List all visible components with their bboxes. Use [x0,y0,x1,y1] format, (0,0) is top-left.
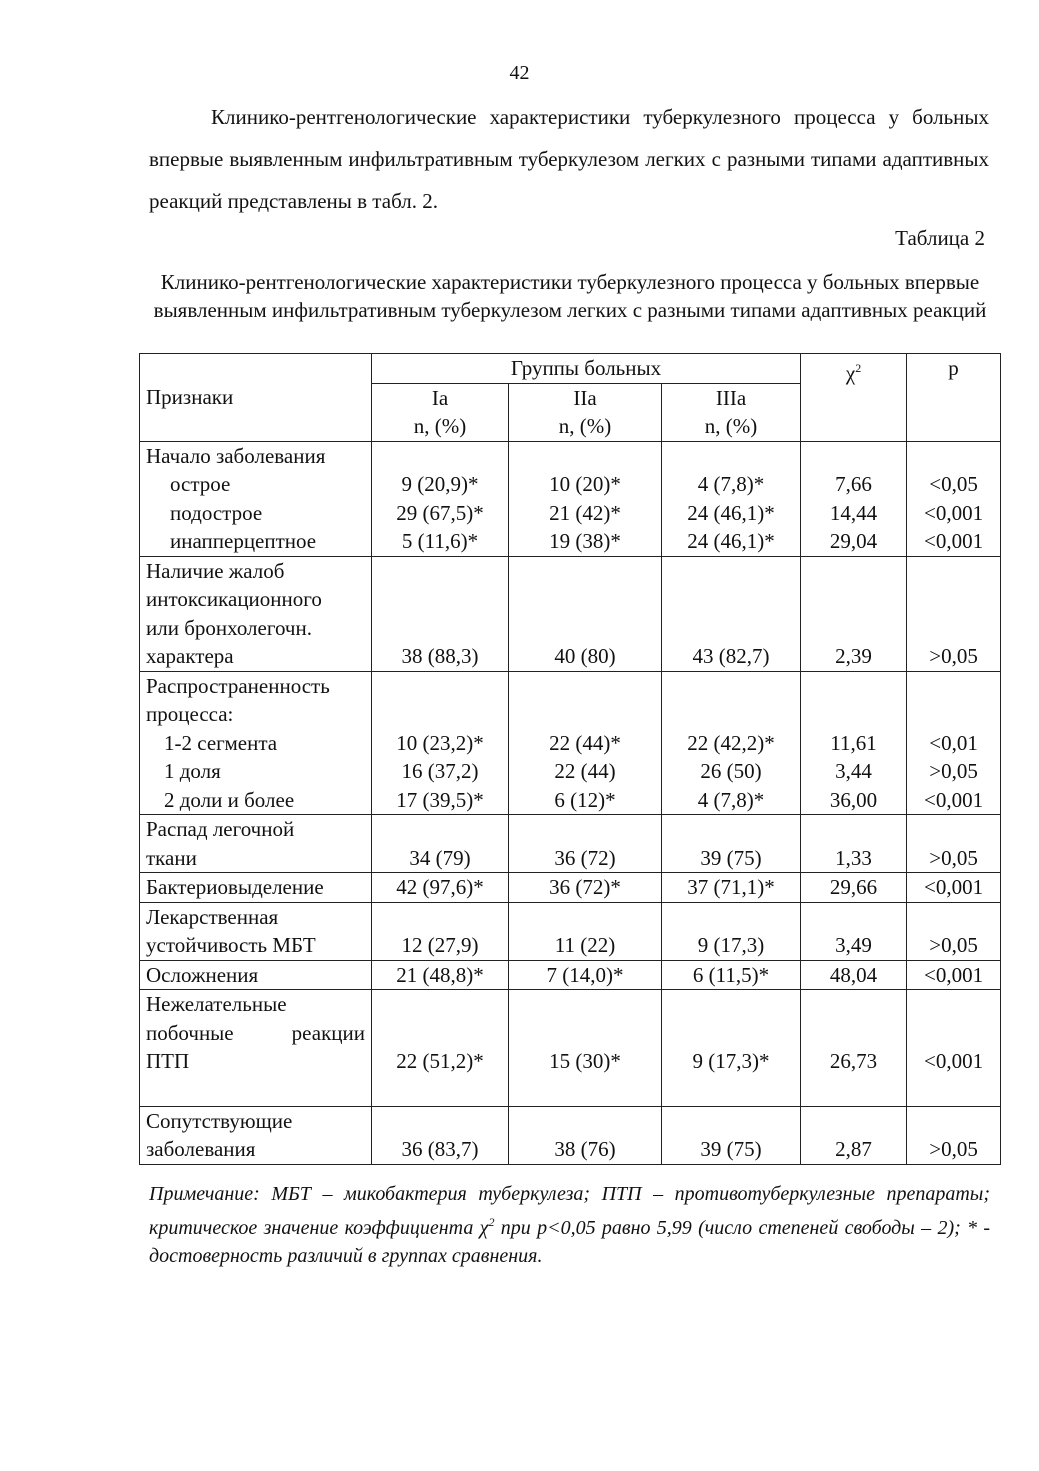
row-label [140,1106,372,1164]
cell-g2: 36 (72)* [509,873,662,903]
cell-value: 22 (42,2)* [687,730,775,755]
row-label-line: интоксикационного [146,587,322,611]
cell-chi: 2,39 [801,556,907,671]
cell-g3: 9 (17,3) [662,902,801,960]
cell-value: 6 (12)* [554,787,616,812]
row-label-line: подострое [170,500,263,525]
cell-g1: 42 (97,6)* [372,873,509,903]
row-label [140,815,372,873]
cell-value: <0,01 [929,730,978,755]
cell-value: 10 (23,2)* [396,730,484,755]
cell-p: <0,001 [907,960,1001,990]
cell-chi: 1,33 [801,815,907,873]
cell-value: 19 (38)* [549,529,621,553]
cell-value: 5 (11,6)* [401,529,479,553]
cell-chi: 2,87 [801,1106,907,1164]
header-group-2 [509,383,662,441]
row-label-line: Распространенность [146,673,330,698]
row-label-line: ткани [146,845,197,870]
cell-chi [801,671,907,815]
cell-g1 [372,441,509,556]
cell-p [907,671,1001,815]
header-row-groups [140,354,1001,384]
row-label-line: Бактериовыделение [146,875,324,899]
cell-g1 [372,671,509,815]
note-chi-symbol: χ [479,1217,489,1239]
row-label-line: Сопутствующие [146,1108,293,1133]
group-1-unit: n, (%) [413,414,467,438]
row-label-line: ПТП [146,1049,190,1073]
cell-g2 [509,671,662,815]
cell-g1: 34 (79) [372,815,509,873]
table-label: Таблица 2 [895,226,985,250]
cell-p: >0,05 [907,1106,1001,1164]
cell-p: >0,05 [907,815,1001,873]
cell-g2: 15 (30)* [509,990,662,1107]
row-label-line: 1-2 сегмента [164,730,278,755]
table-row-decay [140,815,1001,873]
cell-g3 [662,441,801,556]
cell-value: <0,001 [923,529,984,553]
cell-value: 29,04 [829,529,878,553]
cell-value: <0,001 [923,787,984,812]
cell-value: 16 (37,2) [401,759,479,783]
row-label-line: Нежелательные [146,992,287,1016]
header-chi-power: 2 [855,361,862,375]
row-label-line: 2 доли и более [164,787,295,812]
row-label [140,960,372,990]
note-text-2: при р<0,05 равно 5,99 (число степеней свободы – 2); * - достоверность различий в группах сравнения. [149,1217,991,1267]
cell-g3: 37 (71,1)* [662,873,801,903]
cell-g3: 39 (75) [662,815,801,873]
cell-p: >0,05 [907,556,1001,671]
cell-g3 [662,671,801,815]
cell-g3: 6 (11,5)* [662,960,801,990]
cell-chi: 48,04 [801,960,907,990]
row-label-line: Лекарственная [146,904,279,929]
row-label [140,990,372,1107]
cell-g3: 39 (75) [662,1106,801,1164]
cell-g1: 22 (51,2)* [372,990,509,1107]
cell-p [907,441,1001,556]
cell-g2: 40 (80) [509,556,662,671]
cell-value: >0,05 [929,759,978,783]
row-label-line: острое [170,472,231,496]
cell-value: 24 (46,1)* [687,529,775,553]
cell-value: 21 (42)* [549,500,621,525]
results-table [139,353,1001,1165]
group-2-label: IIa [573,385,597,410]
row-label [140,873,372,903]
cell-p: <0,001 [907,990,1001,1107]
cell-g2: 36 (72) [509,815,662,873]
cell-value: 4 (7,8)* [697,787,765,812]
row-label [140,441,372,556]
table-row-complications [140,960,1001,990]
cell-value: <0,05 [929,472,978,496]
cell-chi [801,441,907,556]
cell-g3: 43 (82,7) [662,556,801,671]
header-feature [140,354,372,442]
table-note [149,1180,990,1270]
cell-value: 17 (39,5)* [396,787,484,812]
cell-g1: 21 (48,8)* [372,960,509,990]
group-3-unit: n, (%) [704,414,758,438]
cell-value: 11,61 [830,730,877,755]
cell-g1: 38 (88,3) [372,556,509,671]
cell-value: 4 (7,8)* [697,472,765,496]
note-chi-power: 2 [488,1215,495,1229]
row-label-line: заболевания [146,1137,256,1161]
row-label-line: процесса: [146,702,234,726]
cell-value: 9 (20,9)* [401,472,479,496]
cell-value: 22 (44)* [549,730,621,755]
cell-value: <0,001 [923,500,984,525]
row-label-line: или бронхолегочн. [146,615,312,640]
row-label-line: 1 доля [164,759,221,783]
cell-g2: 11 (22) [509,902,662,960]
header-groups: Группы больных [372,354,801,384]
cell-g1: 36 (83,7) [372,1106,509,1164]
row-label [140,671,372,815]
table-row-complaints [140,556,1001,671]
row-label [140,902,372,960]
header-p: р [907,354,1001,442]
cell-value: 36,00 [829,787,878,812]
table-row-resistance [140,902,1001,960]
intro-paragraph: Клинико-рентгенологические характеристики туберкулезного процесса у больных впервые выявленным инфильтративным туберкулезом легких с разными типами адаптивных реакций представлены в табл. 2. [149,105,989,213]
cell-value: 7,66 [835,472,872,496]
row-label-line: побочные реакции [146,1020,365,1045]
row-label-line: характера [146,644,234,668]
table-row-adverse [140,990,1001,1107]
header-chi-symbol: χ [845,361,856,385]
header-feature-label: Признаки [146,385,234,409]
row-label-line: инапперцептное [170,529,317,553]
row-label-line: Начало заболевания [146,443,326,468]
table-row-extent [140,671,1001,815]
table-title: Клинико-рентгенологические характеристики туберкулезного процесса у больных впервые выявленным инфильтративным туберкулезом легких с разными типами адаптивных реакций [153,270,987,322]
table-row-bacterial [140,873,1001,903]
row-label [140,556,372,671]
header-chi [801,354,907,442]
cell-chi: 29,66 [801,873,907,903]
cell-value: 10 (20)* [549,472,621,496]
cell-value: 26 (50) [700,759,762,783]
table-row-comorbid [140,1106,1001,1164]
cell-g3: 9 (17,3)* [662,990,801,1107]
page-number: 42 [509,62,530,84]
cell-value: 24 (46,1)* [687,500,775,525]
cell-g2: 38 (76) [509,1106,662,1164]
header-group-1 [372,383,509,441]
row-label-line: Осложнения [146,962,259,987]
header-group-3 [662,383,801,441]
cell-value: 14,44 [829,500,878,525]
row-label-line: Распад легочной [146,817,295,841]
cell-g2 [509,441,662,556]
cell-chi: 26,73 [801,990,907,1107]
group-1-label: Ia [431,385,449,410]
note-text-1: Примечание: МБТ – микобактерия туберкулеза; ПТП – противотуберкулезные препараты; критическое значение коэффициента [149,1183,990,1239]
cell-p: <0,001 [907,873,1001,903]
group-2-unit: n, (%) [558,414,612,438]
row-label-line: Наличие жалоб [146,558,285,583]
cell-g1: 12 (27,9) [372,902,509,960]
cell-g2: 7 (14,0)* [509,960,662,990]
cell-value: 29 (67,5)* [396,500,484,525]
row-label-line: устойчивость МБТ [146,933,316,957]
cell-value: 3,44 [835,759,872,783]
group-3-label: IIIa [715,385,747,410]
cell-p: >0,05 [907,902,1001,960]
table-row-onset [140,441,1001,556]
cell-chi: 3,49 [801,902,907,960]
cell-value: 22 (44) [554,759,616,783]
